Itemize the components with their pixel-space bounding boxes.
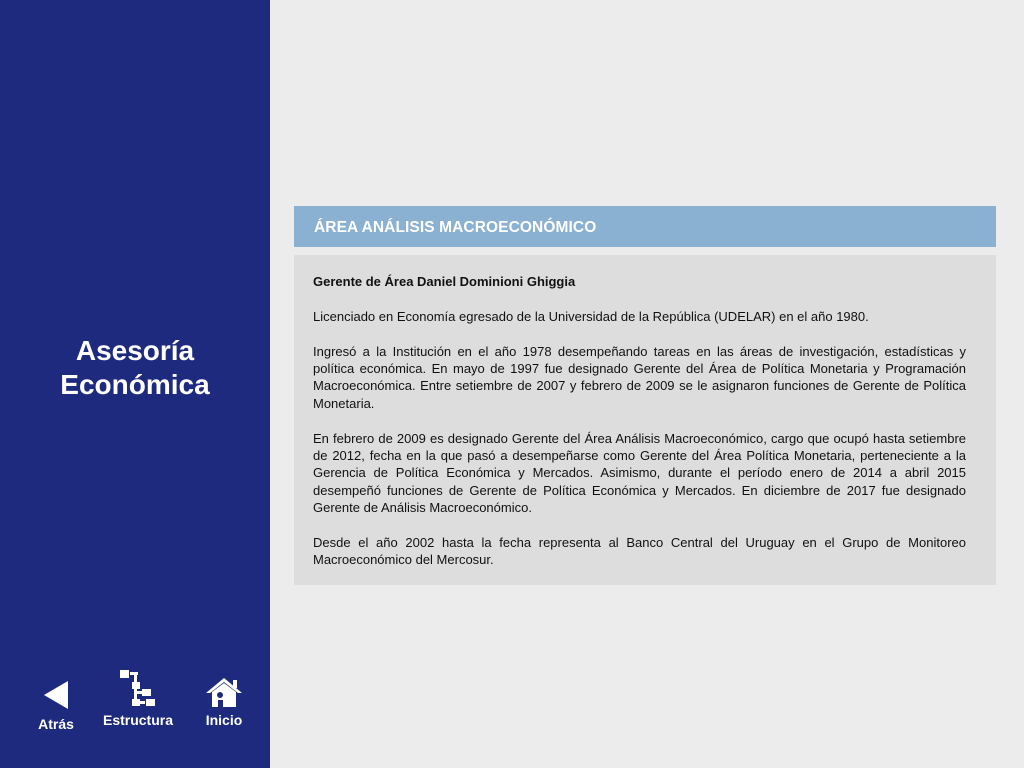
content-text	[313, 273, 966, 586]
content-paragraph: Ingresó a la Institución en el año 1978 desempeñando tareas en las áreas de investigación, estadísticas y política económica. En mayo de 1997 fue designado Gerente del Área de Política Monetaria y Programación Macroeconómica. Entre setiembre de 2007 y febrero de 2009 se le asignaron funciones de Gerente de Política Monetaria.	[313, 343, 966, 411]
org-chart-icon	[100, 668, 176, 708]
sidebar	[0, 0, 270, 768]
content-paragraph: En febrero de 2009 es designado Gerente del Área Análisis Macroeconómico, cargo que ocupó hasta setiembre de 2012, fecha en la que pasó a desempeñarse como Gerente del Área Política Monetaria, perteneciente a la Gerencia de Política Económica y Mercados. Asimismo, durante el período enero de 2014 a abril 2015 desempeñó funciones de Gerente de Política Económica y Mercados. En diciembre de 2017 fue designado Gerente de Análisis Macroeconómico.	[313, 430, 966, 516]
content-heading: Gerente de Área Daniel Dominioni Ghiggia	[313, 274, 576, 289]
section-title: ÁREA ANÁLISIS MACROECONÓMICO	[314, 219, 597, 236]
sidebar-title	[0, 334, 270, 402]
content-panel	[294, 255, 996, 585]
content-paragraph: Desde el año 2002 hasta la fecha representa al Banco Central del Uruguay en el Grupo de Monitoreo Macroeconómico del Mercosur.	[313, 535, 966, 568]
content-paragraph: Licenciado en Economía egresado de la Universidad de la República (UDELAR) en el año 1980.	[313, 308, 869, 324]
section-header	[294, 206, 996, 247]
home-button[interactable]	[198, 676, 250, 728]
triangle-left-icon	[30, 680, 82, 710]
sidebar-title-line2: Económica	[60, 369, 210, 400]
structure-label: Estructura	[102, 712, 174, 728]
home-label: Inicio	[205, 712, 243, 728]
back-button[interactable]	[30, 680, 82, 732]
structure-button[interactable]	[100, 668, 176, 728]
back-label: Atrás	[38, 716, 74, 732]
house-icon	[198, 676, 250, 708]
sidebar-title-line1: Asesoría	[75, 335, 195, 366]
